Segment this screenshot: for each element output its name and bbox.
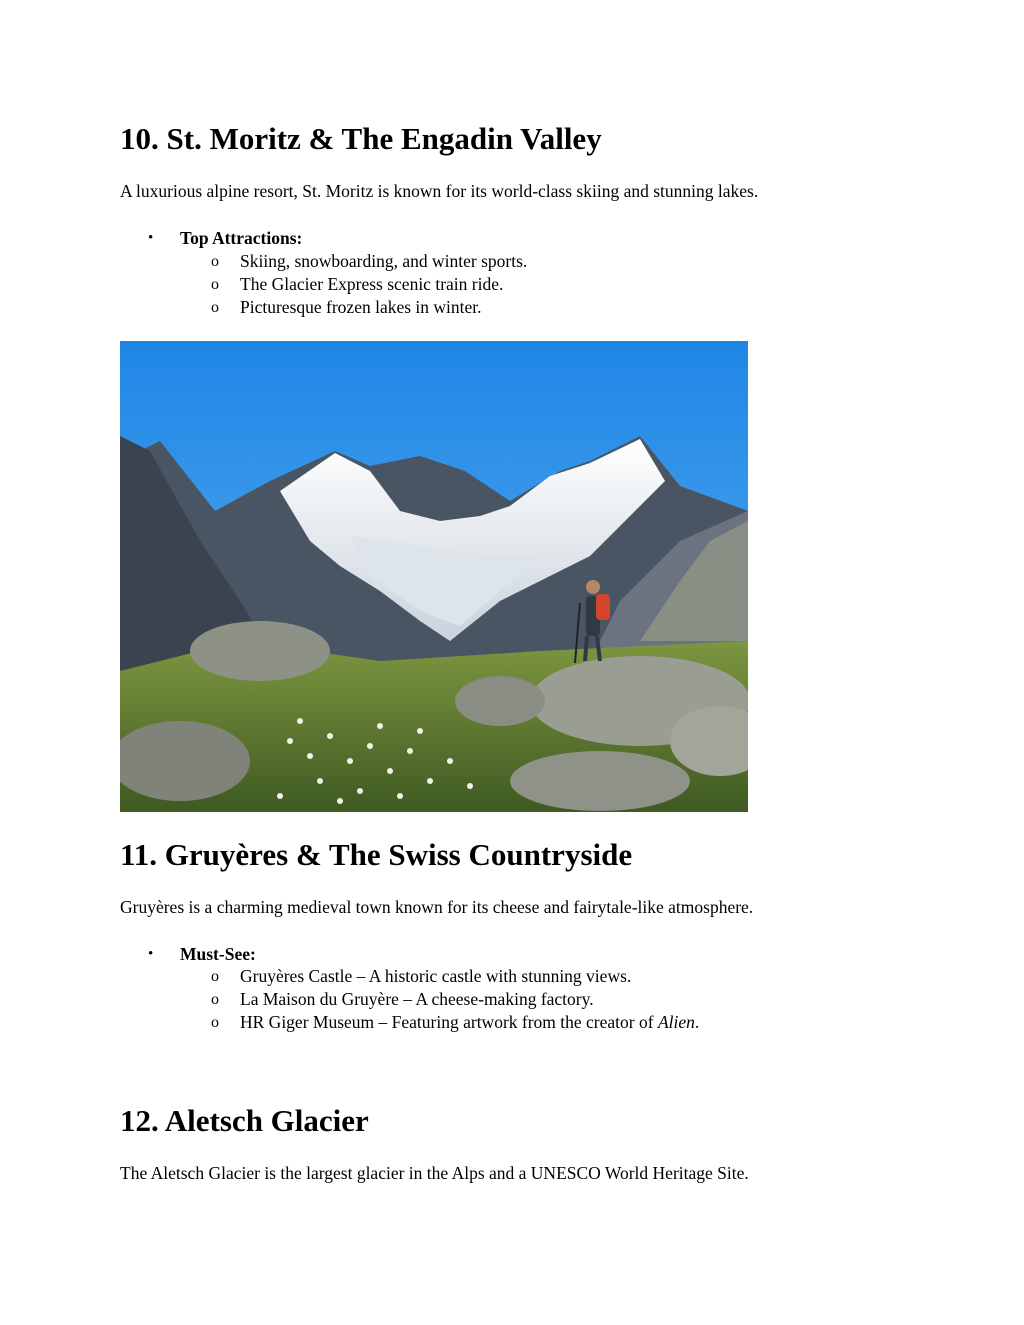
list-item-text: Picturesque frozen lakes in winter.	[240, 297, 482, 317]
list-item-text: La Maison du Gruyère – A cheese-making factory.	[240, 989, 594, 1009]
list-item-text-suffix: .	[694, 1012, 700, 1032]
sub-bullet-marker: o	[211, 991, 219, 1008]
section-intro-gruyeres: Gruyères is a charming medieval town known for its cheese and fairytale-like atmosphere.	[120, 897, 754, 917]
bullet-label: Top Attractions:	[180, 228, 303, 248]
backpack	[596, 594, 610, 620]
list-item-text	[240, 1011, 699, 1034]
section-heading-aletsch: 12. Aletsch Glacier	[120, 1103, 369, 1138]
sub-bullet-marker: o	[211, 253, 219, 270]
list-item-text: The Glacier Express scenic train ride.	[240, 274, 504, 294]
list-item-text-main: HR Giger Museum – Featuring artwork from the creator of	[240, 1012, 658, 1032]
boulder	[190, 621, 330, 681]
sub-bullet-marker: o	[211, 1014, 219, 1031]
sub-bullet-marker: o	[211, 299, 219, 316]
list-item-text: Skiing, snowboarding, and winter sports.	[240, 251, 528, 271]
film-title: Alien	[657, 1012, 695, 1032]
sub-bullet-marker: o	[211, 968, 219, 985]
bullet-marker: •	[148, 946, 154, 962]
sub-bullet-marker: o	[211, 276, 219, 293]
section-heading-gruyeres: 11. Gruyères & The Swiss Countryside	[120, 837, 633, 872]
bullet-marker: •	[148, 230, 154, 246]
boulder	[455, 676, 545, 726]
list-item-text: Gruyères Castle – A historic castle with stunning views.	[240, 966, 632, 986]
glacier-hiker-illustration	[120, 341, 748, 812]
bullet-label: Must-See:	[180, 944, 256, 964]
section-heading-st-moritz: 10. St. Moritz & The Engadin Valley	[120, 121, 602, 156]
section-intro-st-moritz: A luxurious alpine resort, St. Moritz is known for its world-class skiing and stunning lakes.	[120, 181, 759, 201]
mountain-landscape-photo	[120, 341, 748, 812]
section-intro-aletsch: The Aletsch Glacier is the largest glacier in the Alps and a UNESCO World Heritage Site.	[120, 1163, 749, 1183]
boulder	[510, 751, 690, 811]
